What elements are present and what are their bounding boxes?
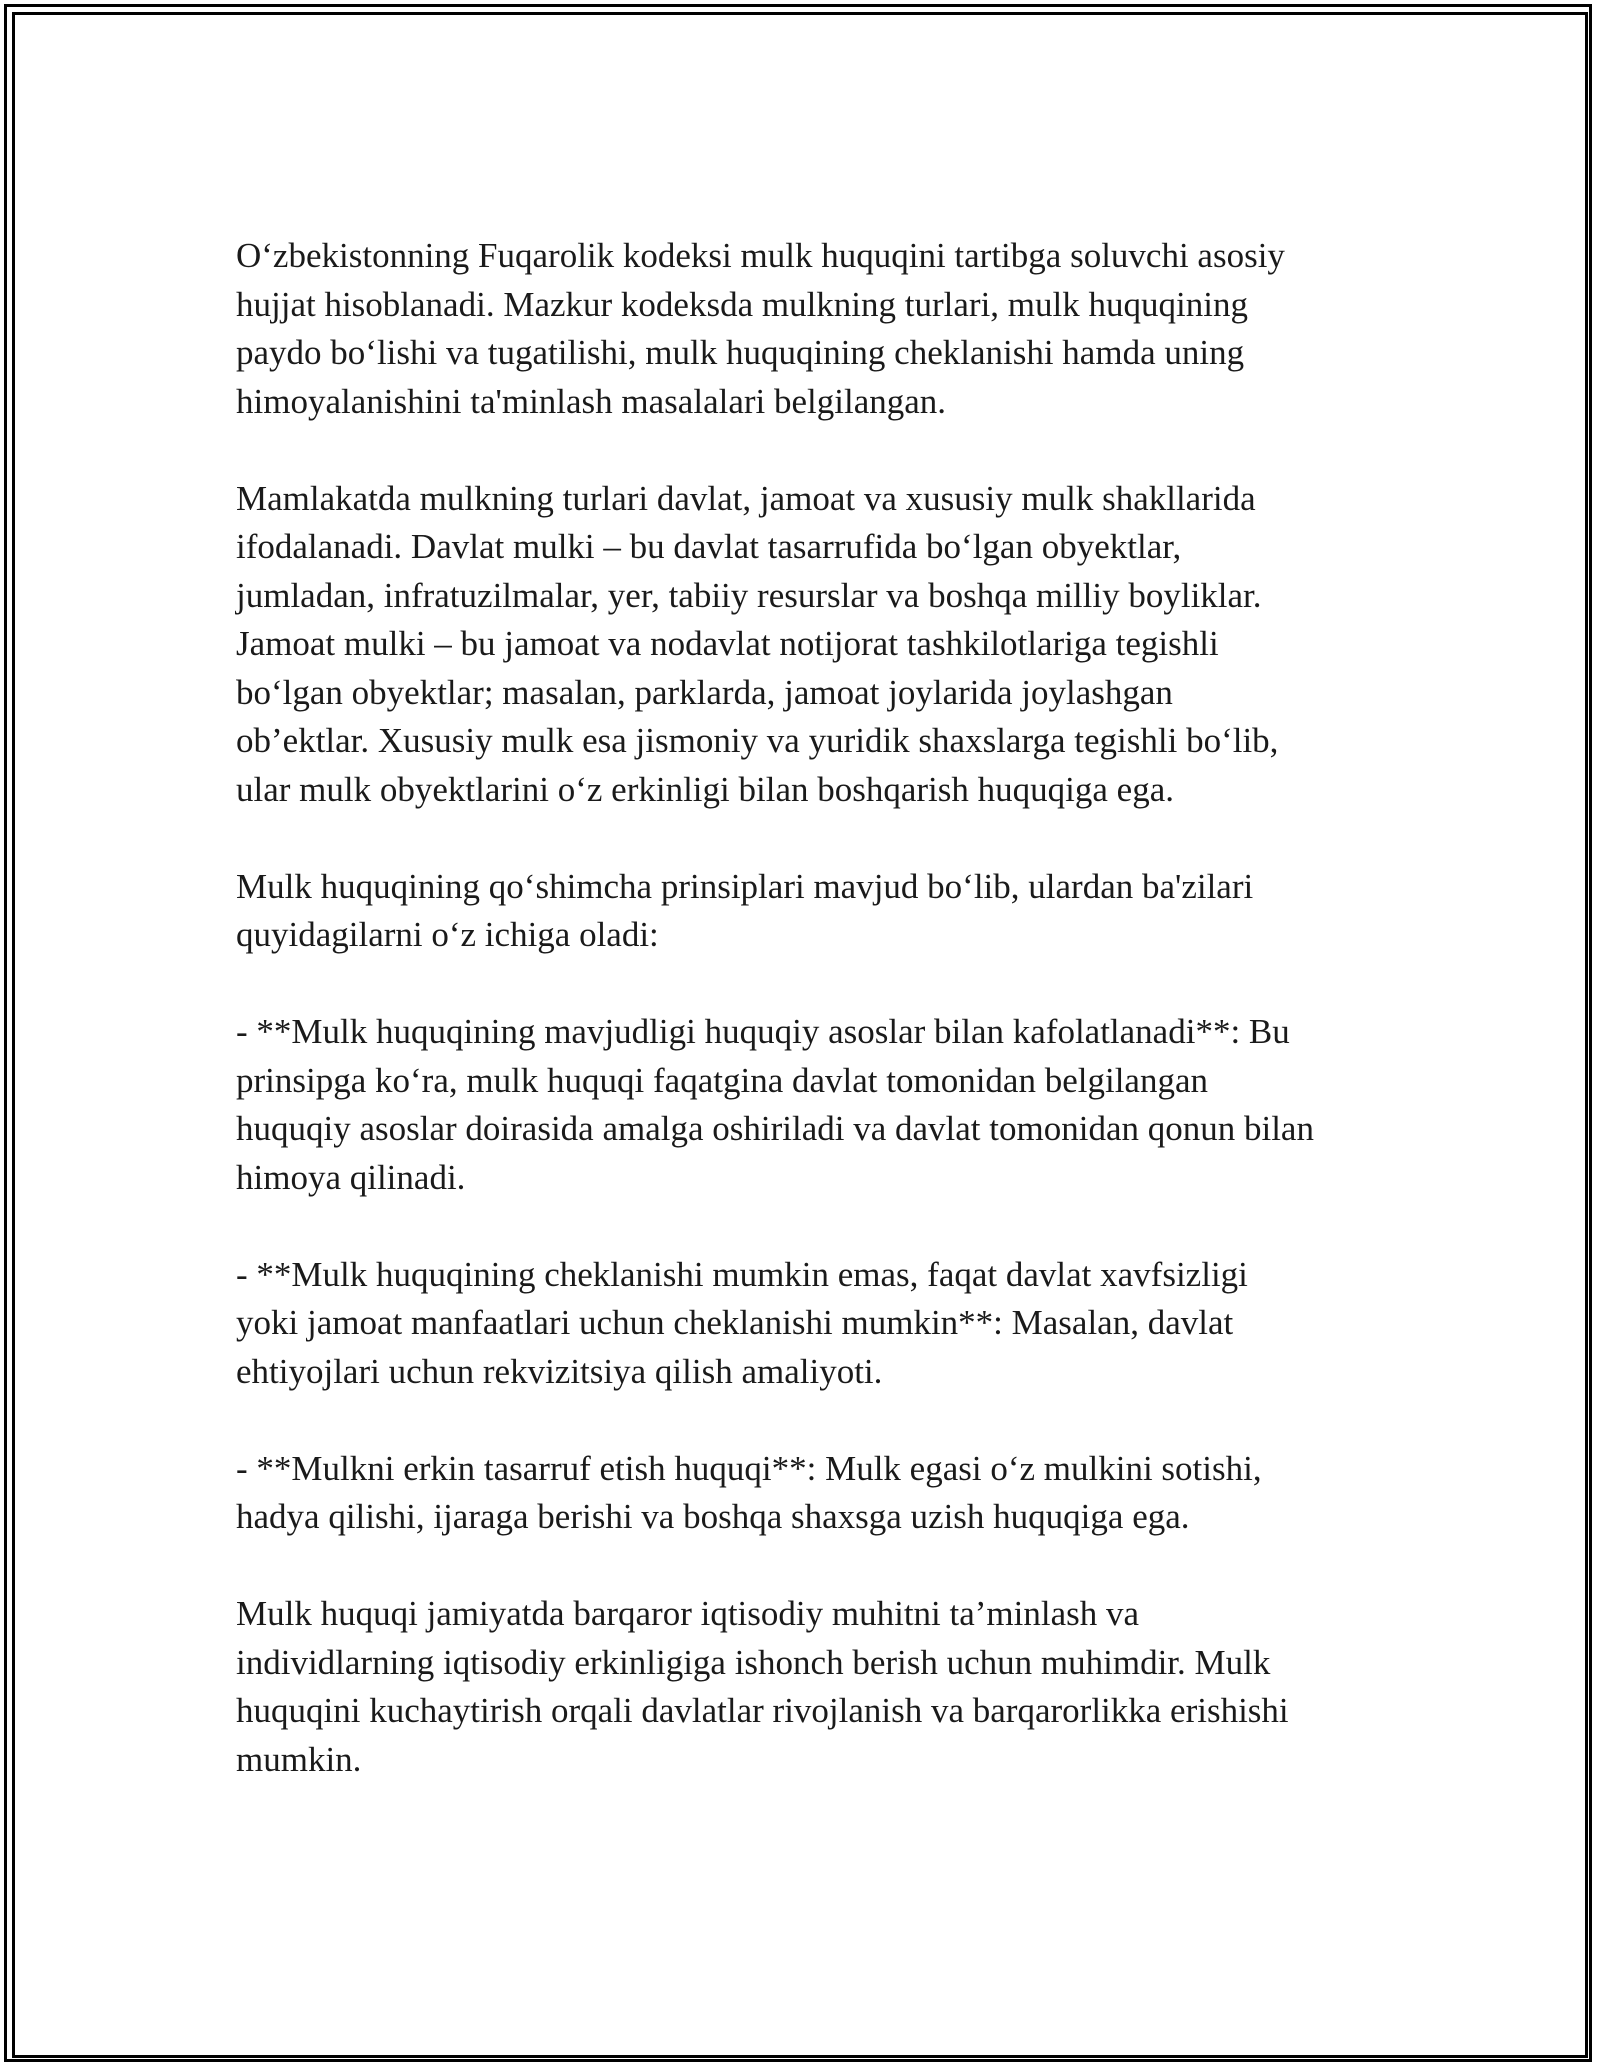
paragraph-principles-intro: Mulk huquqining qo‘shimcha prinsiplari mavjud bo‘lib, ulardan ba'zilari quyidagilarni o‘z ichiga oladi: [236,866,1254,954]
paragraph-principle-limitation: - **Mulk huquqining cheklanishi mumkin emas, faqat davlat xavfsizligi yoki jamoat manfaatlari uchun cheklanishi mumkin**: Masalan, davlat ehtiyojlari uchun rekvizitsiya qilish amaliyoti. [236,1254,1248,1391]
document-body [236,232,1386,1833]
paragraph-principle-guarantee: - **Mulk huquqining mavjudligi huquqiy asoslar bilan kafolatlanadi**: Bu prinsipga ko‘ra, mulk huquqi faqatgina davlat tomonidan belgilangan huquqiy asoslar doirasida amalga oshiriladi va davlat tomonidan qonun bilan himoya qilinadi. [236,1012,1314,1197]
paragraph-conclusion: Mulk huquqi jamiyatda barqaror iqtisodiy muhitni ta’minlash va individlarning iqtisodiy erkinligiga ishonch berish uchun muhimdir. Mulk huquqini kuchaytirish orqali davlatlar rivojlanish va barqarorlikka erishishi mumkin. [236,1594,1289,1779]
paragraph-principle-disposal: - **Mulkni erkin tasarruf etish huquqi**: Mulk egasi o‘z mulkini sotishi, hadya qilishi, ijaraga berishi va boshqa shaxsga uzish huquqiga ega. [236,1448,1262,1536]
paragraph-intro: O‘zbekistonning Fuqarolik kodeksi mulk huquqini tartibga soluvchi asosiy hujjat hisoblanadi. Mazkur kodeksda mulkning turlari, mulk huquqining paydo bo‘lishi va tugatilishi, mulk huquqining cheklanishi hamda uning himoyalanishini ta'minlash masalalari belgilangan. [236,236,1285,421]
paragraph-property-types: Mamlakatda mulkning turlari davlat, jamoat va xususiy mulk shakllarida ifodalanadi. Davlat mulki – bu davlat tasarrufida bo‘lgan obyektlar, jumladan, infratuzilmalar, yer, tabiiy resurslar va boshqa milliy boyliklar. Jamoat mulki – bu jamoat va nodavlat notijorat tashkilotlariga tegishli bo‘lgan obyektlar; masalan, parklarda, jamoat joylarida joylashgan ob’ektlar. Xususiy mulk esa jismoniy va yuridik shaxslarga tegishli bo‘lib, ular mulk obyektlarini o‘z erkinligi bilan boshqarish huquqiga ega. [236,478,1279,809]
